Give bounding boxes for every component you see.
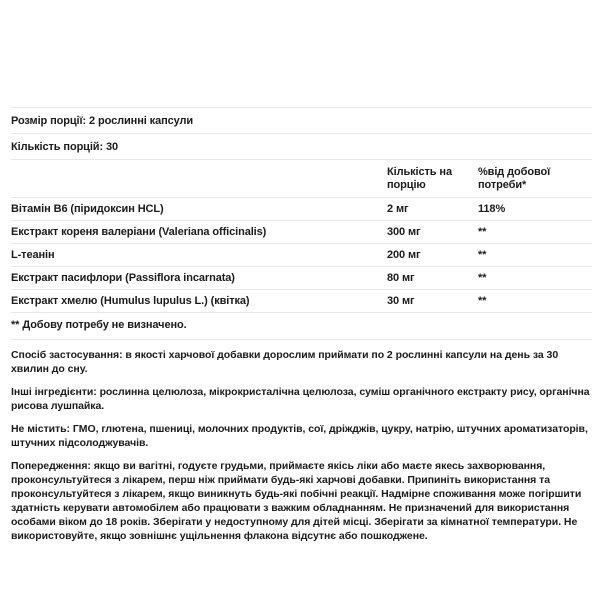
ingredient-name: L-теанін (11, 249, 55, 261)
ingredient-amount: 30 мг (387, 295, 415, 307)
ingredient-name: Екстракт кореня валеріани (Valeriana officinalis) (11, 226, 267, 238)
table-row (11, 243, 592, 266)
ingredient-name: Екстракт хмелю (Humulus lupulus L.) (квітка) (11, 295, 250, 307)
table-header-row (11, 159, 592, 197)
directions-paragraph: Спосіб застосування: в якості харчової добавки дорослим приймати по 2 рослинні капсули на день за 30 хвилин до сну. (11, 349, 559, 375)
serving-size-value: 2 рослинні капсули (89, 115, 194, 127)
ingredient-dv: ** (478, 226, 487, 238)
serving-size-label: Розмір порції: (11, 115, 87, 127)
does-not-contain-paragraph: Не містить: ГМО, глютена, пшениці, молочних продуктів, сої, дріжджів, цукру, натрію, штучних ароматизаторів, штучних підсолоджувачів. (11, 423, 588, 449)
servings-per-container-value: 30 (106, 141, 119, 153)
ingredient-amount: 300 мг (387, 226, 421, 238)
ingredient-dv: 118% (478, 203, 506, 215)
ingredient-dv: ** (478, 249, 487, 261)
table-row (11, 266, 592, 289)
table-row (11, 220, 592, 243)
ingredient-name: Екстракт пасифлори (Passiflora incarnata) (11, 272, 235, 284)
supplement-facts-panel (11, 107, 592, 552)
warnings-paragraph: Попередження: якщо ви вагітні, годуєте грудьми, приймаєте якісь ліки або маєте якесь захворювання, проконсультуйтеся з лікарем, перш ніж приймати будь-які харчові добавки. Припиніть використання та проконсультуйтеся з лікарем, якщо виникнуть будь-які побічні реакції. Надмірне споживання може погіршити здатність керувати автомобілем або працювати з важким обладнанням. Не призначений для використання особами віком до 18 років. Зберігати у недоступному для дітей місці. Зберігати за кімнатної температури. Не використовуйте, якщо зовнішнє ущільнення флакона відсутнє або пошкоджене. (11, 460, 582, 542)
table-row (11, 197, 592, 220)
ingredient-dv: ** (478, 295, 487, 307)
servings-per-container-label: Кількість порцій: (11, 141, 104, 153)
info-paragraphs (11, 340, 592, 543)
daily-value-footnote: ** Добову потребу не визначено. (11, 312, 592, 340)
servings-per-container-row (11, 133, 592, 159)
ingredient-amount: 200 мг (387, 249, 421, 261)
table-row (11, 289, 592, 312)
other-ingredients-paragraph: Інші інгредієнти: рослинна целюлоза, мікрокристалічна целюлоза, суміш органічного екстракту рису, органічна рисова лушпайка. (11, 386, 590, 412)
ingredient-dv: ** (478, 272, 487, 284)
table-header-amount: Кількість на порцію (387, 166, 452, 191)
serving-size-row (11, 107, 592, 133)
ingredient-name: Вітамін B6 (піридоксин HCL) (11, 203, 164, 215)
ingredient-amount: 80 мг (387, 272, 415, 284)
table-header-dv: %від добової потреби* (478, 166, 551, 191)
ingredient-amount: 2 мг (387, 203, 409, 215)
